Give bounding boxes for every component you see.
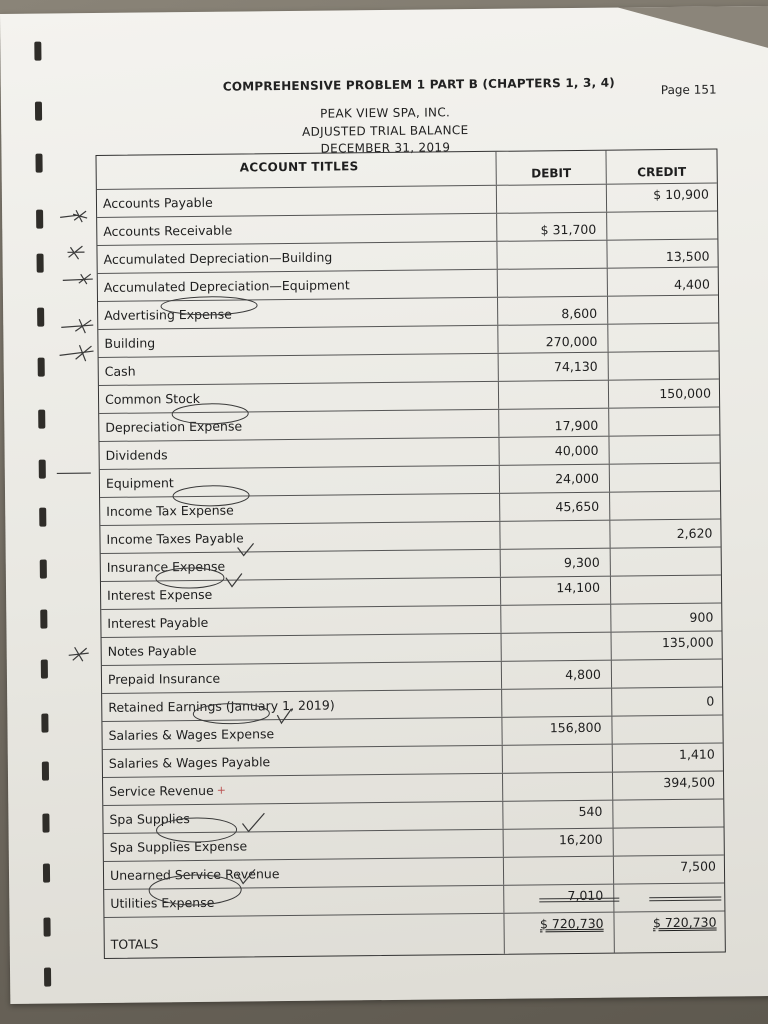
credit-amount — [610, 463, 720, 491]
debit-amount: 74,130 — [499, 353, 609, 381]
account-title: Retained Earnings (January 1, 2019) — [102, 690, 502, 721]
account-title: Salaries & Wages Payable — [103, 746, 503, 777]
account-title: Accumulated Depreciation—Building — [97, 242, 497, 273]
debit-amount — [497, 241, 607, 269]
credit-amount — [609, 435, 719, 463]
account-title: Spa Supplies Expense — [104, 830, 504, 861]
report-date: DECEMBER 31, 2019 — [320, 140, 451, 156]
binder-hole — [42, 814, 49, 833]
account-title: Interest Expense — [101, 578, 501, 609]
debit-amount: 40,000 — [499, 437, 609, 465]
totals-row — [104, 911, 724, 957]
header-debit: DEBIT — [496, 151, 606, 185]
star-mark-icon — [63, 271, 99, 291]
debit-amount — [503, 773, 613, 801]
account-title: Building — [98, 326, 498, 357]
credit-amount — [611, 575, 721, 603]
credit-amount — [612, 715, 722, 743]
company-name: PEAK VIEW SPA, INC. — [319, 105, 451, 121]
credit-amount: 135,000 — [661, 634, 714, 651]
credit-amount: 1,410 — [678, 746, 715, 762]
credit-amount: 0 — [706, 693, 715, 709]
account-title: Salaries & Wages Expense — [102, 718, 502, 749]
credit-amount: 13,500 — [665, 248, 710, 265]
page-number: Page 151 — [660, 82, 717, 98]
plus-mark-icon: + — [216, 783, 227, 797]
account-title: Advertising Expense — [98, 298, 498, 329]
star-mark-icon — [67, 645, 93, 667]
account-title: Notes Payable — [102, 634, 502, 665]
credit-total-value: $ 720,730 — [652, 914, 717, 931]
star-mark-icon — [61, 317, 97, 339]
account-title: Income Taxes Payable — [100, 522, 500, 553]
debit-total-value: $ 720,730 — [539, 915, 604, 932]
account-title: Prepaid Insurance — [102, 662, 502, 693]
credit-amount — [613, 799, 723, 827]
credit-amount — [614, 827, 724, 855]
credit-amount: 4,400 — [673, 276, 710, 292]
debit-amount — [497, 185, 607, 213]
debit-amount: 17,900 — [499, 409, 609, 437]
binder-hole — [40, 560, 47, 579]
star-mark-icon — [59, 343, 99, 367]
account-title: Equipment — [100, 466, 500, 497]
binder-hole — [38, 410, 45, 429]
debit-amount — [498, 269, 608, 297]
binder-hole — [43, 864, 50, 883]
star-mark-icon — [64, 243, 94, 265]
account-title-text: Service Revenue — [109, 782, 214, 799]
debit-amount — [499, 381, 609, 409]
credit-amount: 150,000 — [659, 385, 712, 402]
debit-amount: 156,800 — [502, 717, 612, 745]
binder-hole — [37, 254, 44, 273]
debit-amount — [504, 857, 614, 885]
debit-amount: 24,000 — [500, 465, 610, 493]
credit-amount — [610, 491, 720, 519]
debit-total — [504, 913, 614, 954]
account-title — [103, 774, 503, 805]
worksheet-page — [0, 6, 768, 1004]
account-title: Depreciation Expense — [99, 410, 499, 441]
binder-hole — [36, 210, 43, 229]
account-title: Accumulated Depreciation—Equipment — [98, 270, 498, 301]
debit-sum-rule — [539, 898, 619, 903]
account-title: Common Stock — [99, 382, 499, 413]
dash-mark-icon — [57, 461, 93, 480]
account-title: Unearned Service Revenue — [104, 858, 504, 889]
account-title: Accounts Payable — [97, 186, 497, 217]
credit-amount — [607, 212, 717, 240]
credit-amount — [612, 659, 722, 687]
paper-corner — [618, 6, 768, 50]
report-title: ADJUSTED TRIAL BALANCE — [301, 123, 469, 139]
account-title: Accounts Receivable — [97, 214, 497, 245]
header-credit: CREDIT — [637, 164, 687, 180]
debit-amount: 4,800 — [502, 661, 612, 689]
credit-amount: $ 10,900 — [653, 186, 710, 203]
credit-amount — [609, 351, 719, 379]
binder-hole — [41, 714, 48, 733]
credit-amount: 7,500 — [680, 858, 717, 874]
binder-hole — [38, 358, 45, 377]
debit-amount — [501, 605, 611, 633]
binder-hole — [39, 508, 46, 527]
debit-amount: 540 — [503, 801, 613, 829]
binder-hole — [37, 308, 44, 327]
debit-amount — [502, 633, 612, 661]
star-mark-icon — [60, 208, 96, 228]
binder-hole — [43, 918, 50, 937]
account-title: Interest Payable — [101, 606, 501, 637]
problem-title: COMPREHENSIVE PROBLEM 1 PART B (CHAPTERS 1, 3, 4) — [222, 75, 615, 94]
debit-amount: 14,100 — [501, 577, 611, 605]
trial-balance-table — [95, 148, 725, 958]
credit-amount — [608, 323, 718, 351]
credit-sum-rule — [649, 896, 721, 901]
credit-amount: 394,500 — [663, 774, 716, 791]
debit-amount — [500, 521, 610, 549]
binder-hole — [39, 460, 46, 479]
binder-hole — [41, 660, 48, 679]
debit-amount: 7,010 — [504, 885, 614, 913]
debit-amount: 9,300 — [501, 549, 611, 577]
header-account-titles: ACCOUNT TITLES — [96, 152, 496, 189]
debit-amount — [503, 745, 613, 773]
credit-amount — [611, 547, 721, 575]
account-title: Income Tax Expense — [100, 494, 500, 525]
debit-amount: 270,000 — [498, 325, 608, 353]
binder-hole — [34, 42, 41, 61]
account-title: Spa Supplies — [103, 802, 503, 833]
account-title: Cash — [99, 354, 499, 385]
debit-amount: 8,600 — [498, 297, 608, 325]
account-title: Utilities Expense — [104, 886, 504, 917]
credit-amount: 2,620 — [676, 525, 713, 541]
debit-amount — [502, 689, 612, 717]
account-title: Dividends — [99, 438, 499, 469]
debit-amount: 16,200 — [504, 829, 614, 857]
binder-hole — [40, 610, 47, 629]
debit-amount: 45,650 — [500, 493, 610, 521]
account-title: Insurance Expense — [101, 550, 501, 581]
binder-hole — [44, 968, 51, 987]
binder-hole — [42, 762, 49, 781]
totals-label: TOTALS — [104, 914, 504, 958]
credit-amount: 900 — [689, 609, 714, 625]
debit-amount: $ 31,700 — [497, 213, 607, 241]
credit-amount — [609, 407, 719, 435]
credit-total — [614, 911, 724, 952]
credit-amount — [608, 295, 718, 323]
